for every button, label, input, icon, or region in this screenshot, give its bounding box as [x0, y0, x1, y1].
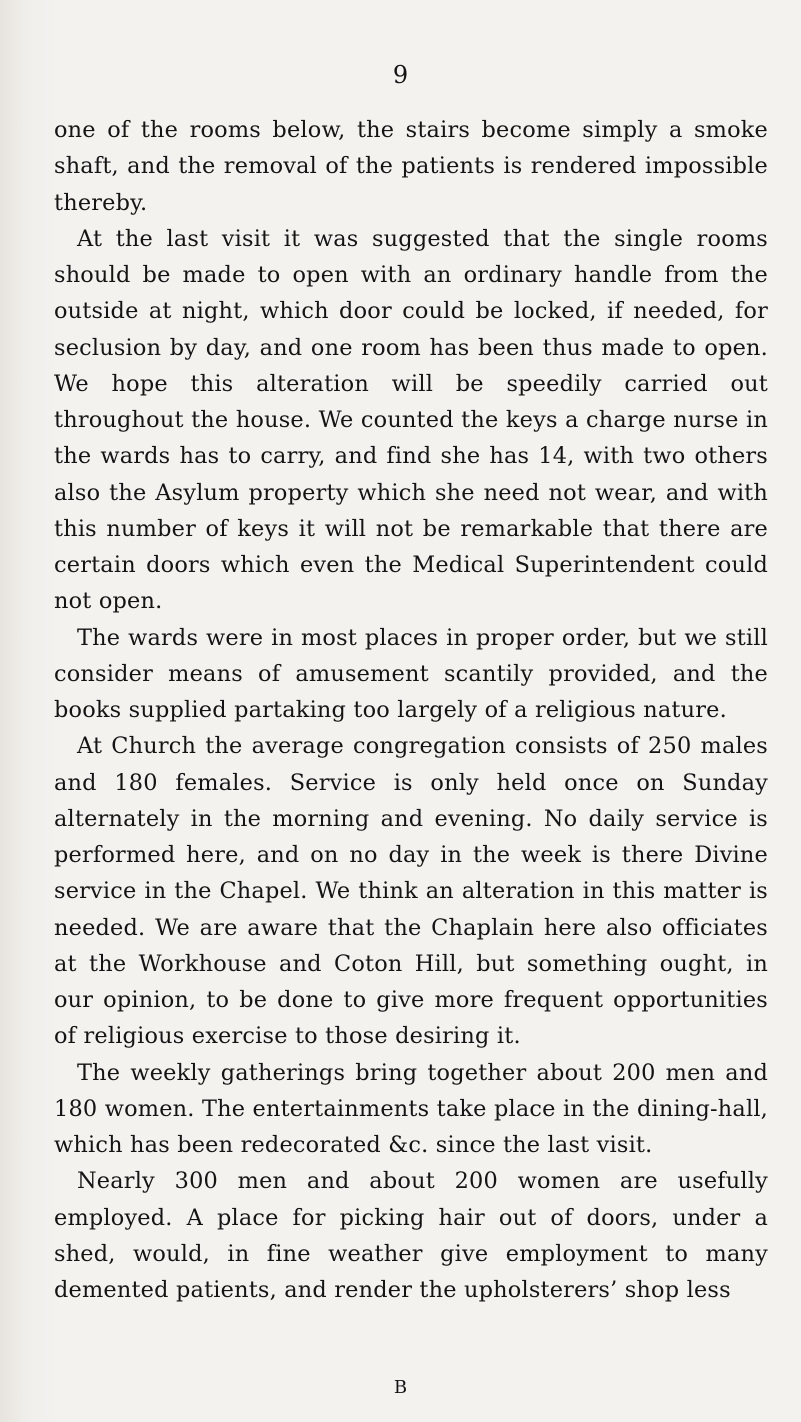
body-text — [54, 112, 768, 1308]
paragraph-5: The weekly gatherings bring together about 200 men and 180 women. The entertainments take place in the dining-hall, which has been redecorated &c. since the last visit. — [54, 1059, 768, 1158]
signature-mark: B — [393, 1377, 408, 1398]
paragraph-6: Nearly 300 men and about 200 women are usefully employed. A place for picking hair out of doors, under a shed, would, in fine weather give employment to many demented patients, and render the upholsterers’ shop less — [54, 1168, 768, 1303]
paragraph-3: The wards were in most places in proper order, but we still consider means of amusement scantily provided, and the books supplied partaking too largely of a religious nature. — [54, 624, 768, 723]
page-number: 9 — [392, 61, 409, 89]
paragraph-4: At Church the average congregation consists of 250 males and 180 females. Service is only held once on Sunday alternately in the morning and evening. No daily service is performed here, and on no day in the week is there Divine service in the Chapel. We think an alteration in this matter is needed. We are aware that the Chaplain here also officiates at the Workhouse and Coton Hill, but something ought, in our opinion, to be done to give more frequent opportunities of religious exercise to those desiring it. — [54, 733, 768, 1050]
paragraph-2: At the last visit it was suggested that the single rooms should be made to open with an ordinary handle from the outside at night, which door could be locked, if needed, for seclusion by day, and one room has been thus made to open. We hope this alteration will be speedily carried out throughout the house. We counted the keys a charge nurse in the wards has to carry, and find she has 14, with two others also the Asylum property which she need not wear, and with this number of keys it will not be remarkable that there are certain doors which even the Medical Superintendent could not open. — [54, 225, 768, 615]
paragraph-1: one of the rooms below, the stairs become simply a smoke shaft, and the removal of the patients is rendered impossible thereby. — [54, 117, 768, 216]
